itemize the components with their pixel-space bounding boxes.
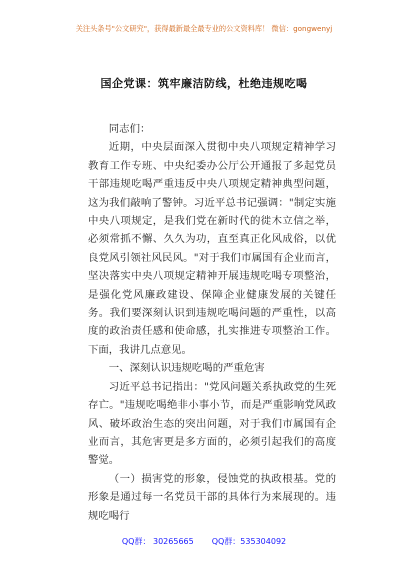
header-banner[interactable]: 关注头条号"公文研究"，获得最新最全最专业的公文资料库！ 微信：gongwenyj [75, 24, 333, 33]
footer-qq-group-1[interactable]: QQ群： 30265665 [121, 537, 194, 546]
footer-contact [0, 536, 408, 547]
footer-qq-group-2[interactable]: QQ群：535304092 [211, 537, 287, 546]
section-heading-1: 一、深刻认识违规吃喝的严重危害 [108, 362, 265, 375]
document-title: 国企党课：筑牢廉洁防线，杜绝违规吃喝 [100, 77, 308, 90]
paragraph-intro: 近期，中央层面深入贯彻中央八项规定精神学习教育工作专班、中央纪委办公厅公开通报了多起党员干部违规吃喝严重违反中央八项规定精神典型问题，这为我们敲响了警钟。习近平总书记强调："制定实施中央八项规定，是我们党在新时代的徙木立信之举，必须常抓不懈、久久为功，直至真正化风成俗，以优良党风引领社风民风。"对于我们市属国有企业而言，坚决落实中央八项规定精神开展违规吃喝专项整治，是强化党风廉政建设、保障企业健康发展的关键任务。我们要深刻认识到违规吃喝问题的严重性，以高度的政治责任感和使命感，扎实推进专项整治工作。下面，我讲几点意见。 [88, 141, 336, 356]
salutation: 同志们： [108, 123, 151, 135]
document-body [88, 120, 336, 525]
paragraph-subsection-1: （一）损害党的形象，侵蚀党的执政根基。党的形象是通过每一名党员干部的具体行为来展现的。违规吃喝行 [88, 472, 336, 522]
paragraph-section-1: 习近平总书记指出："党风问题关系执政党的生死存亡。"违规吃喝绝非小事小节，而是严重影响党风政风、破坏政治生态的突出问题，对于我们市属国有企业而言，其危害更是多方面的，必须引起我们的高度警觉。 [88, 380, 336, 467]
